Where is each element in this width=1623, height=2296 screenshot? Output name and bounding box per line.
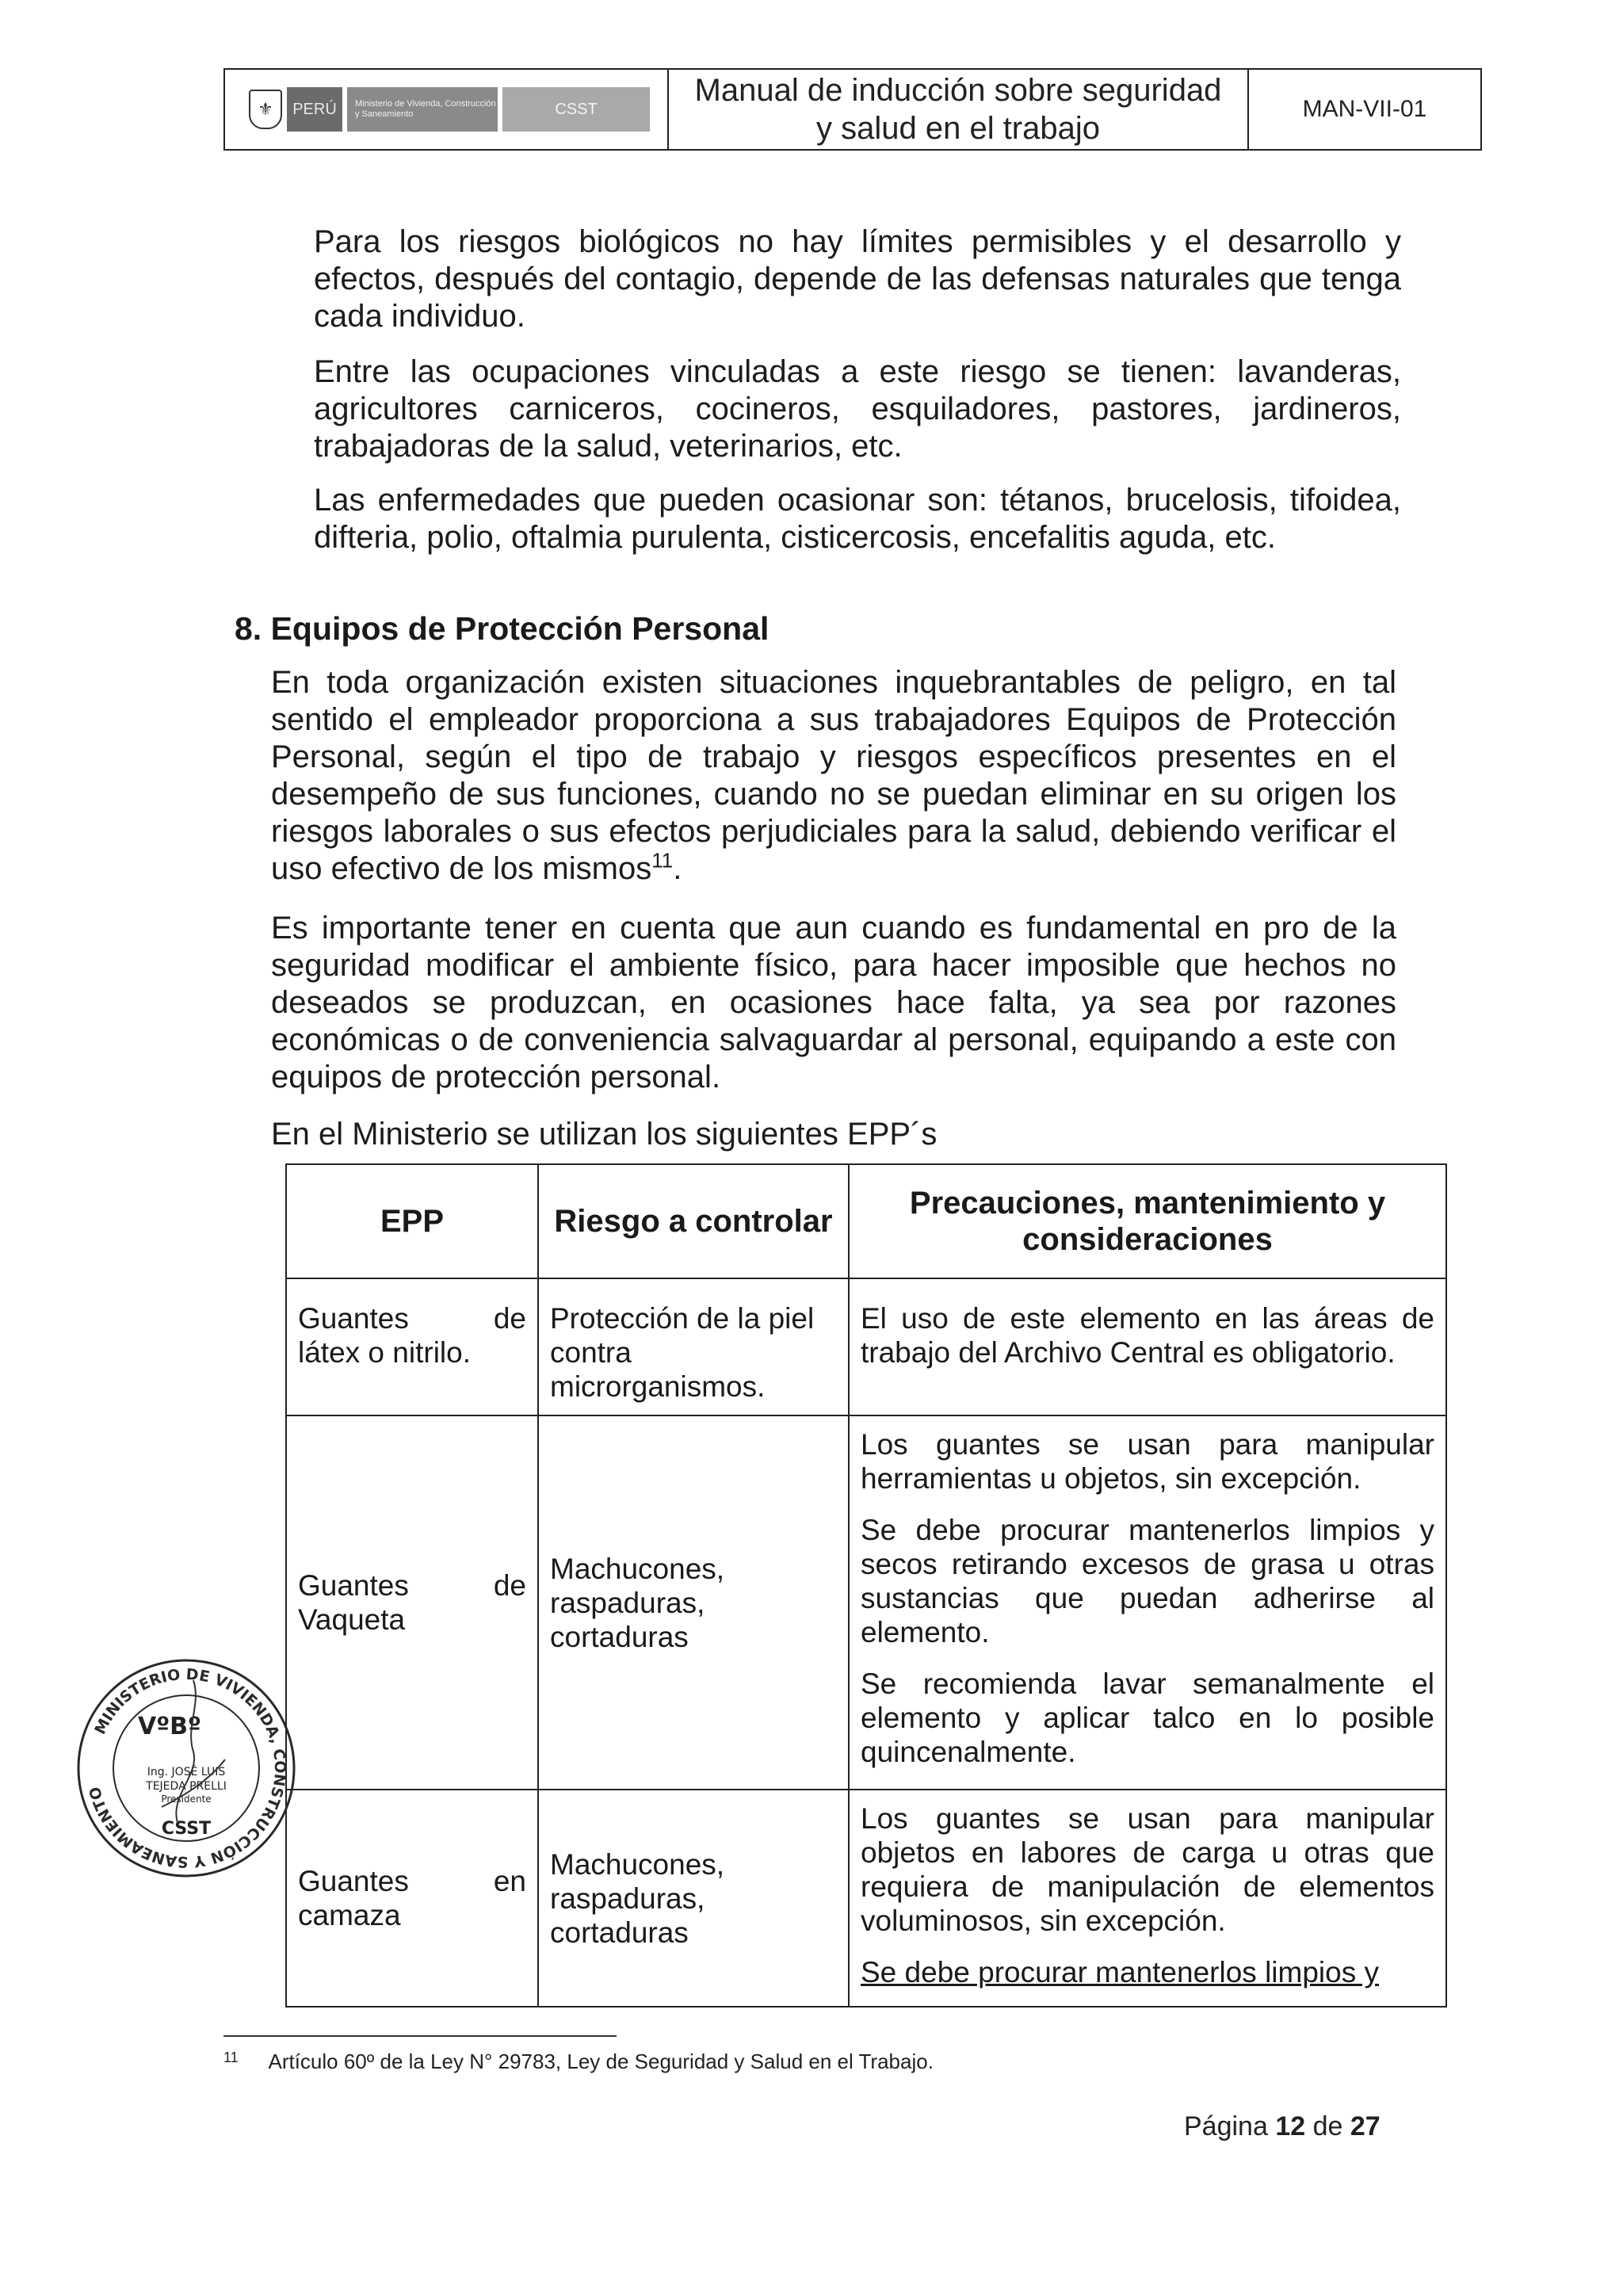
- precaution-note: Los guantes se usan para manipular herramientas u objetos, sin excepción.: [861, 1428, 1434, 1495]
- paragraph-biological-limits: Para los riesgos biológicos no hay límites permisibles y el desarrollo y efectos, después del contagio, depende de las defensas naturales que tenga cada individuo.: [314, 224, 1401, 334]
- epp-name-line-2: Vaqueta: [298, 1603, 406, 1636]
- cell-risk: Machucones, raspaduras, cortaduras: [538, 1415, 849, 1790]
- cell-epp: [286, 1790, 538, 2007]
- cell-risk: Machucones, raspaduras, cortaduras: [538, 1790, 849, 2007]
- cell-epp: [286, 1278, 538, 1415]
- document-header: [223, 68, 1482, 151]
- footnote-ref: 11: [651, 848, 674, 873]
- stamp-vb: VºBº: [138, 1713, 201, 1740]
- column-header-precautions: Precauciones, mantenimiento y consideraciones: [849, 1164, 1446, 1278]
- cell-risk: Protección de la piel contra microrganismos.: [538, 1278, 849, 1415]
- precaution-note: Los guantes se usan para manipular objetos en labores de carga u otras que requiera de manipulación de elementos voluminosos, sin excepción.: [861, 1802, 1434, 1937]
- table-row: [286, 1278, 1446, 1415]
- institution-logo: [225, 70, 669, 149]
- precaution-note: Se debe procurar mantenerlos limpios y secos retirando excesos de grasa u otras sustancias que puedan adherirse al elemento.: [861, 1514, 1434, 1648]
- footnote-text: Artículo 60º de la Ley N° 29783, Ley de Seguridad y Salud en el Trabajo.: [268, 2050, 934, 2073]
- column-header-epp: EPP: [286, 1164, 538, 1278]
- epp-name-line-2: látex o nitrilo.: [298, 1336, 471, 1369]
- page-number: [1184, 2111, 1381, 2142]
- title-line-2: y salud en el trabajo: [815, 111, 1100, 146]
- page-total: 27: [1350, 2111, 1381, 2141]
- document-title: [669, 70, 1249, 149]
- page-label: Página: [1184, 2111, 1268, 2141]
- epp-name-line-1: Guantes de: [298, 1302, 526, 1335]
- stamp-role: Presidente: [161, 1794, 212, 1805]
- epp-name-line-2: camaza: [298, 1899, 401, 1931]
- precaution-note: Se debe procurar mantenerlos limpios y: [861, 1956, 1379, 1988]
- footnote-rule: [223, 2035, 617, 2037]
- paragraph-epp-definition: [271, 664, 1396, 888]
- epp-table: [285, 1163, 1447, 2008]
- coat-of-arms-icon: ⚜: [249, 90, 282, 129]
- document-code: MAN-VII-01: [1302, 96, 1427, 122]
- stamp-name-2: TEJEDA PRELLI: [146, 1780, 227, 1793]
- footnote: [223, 2050, 934, 2074]
- approval-stamp: [74, 1656, 298, 1880]
- table-row: [286, 1415, 1446, 1790]
- logo-csst: CSST: [502, 87, 650, 132]
- cell-precautions: [849, 1790, 1446, 2007]
- page-current: 12: [1275, 2111, 1306, 2141]
- cell-precautions: [849, 1415, 1446, 1790]
- cell-precautions: [849, 1278, 1446, 1415]
- cell-epp: [286, 1415, 538, 1790]
- paragraph-epp-intro: En el Ministerio se utilizan los siguientes EPP´s: [271, 1117, 938, 1152]
- precaution-note: Se recomienda lavar semanalmente el elemento y aplicar talco en lo posible quincenalmente.: [861, 1668, 1434, 1768]
- column-header-risk: Riesgo a controlar: [538, 1164, 849, 1278]
- logo-ministry: Ministerio de Vivienda, Construcción y Saneamiento: [347, 87, 498, 132]
- table-header-row: [286, 1164, 1446, 1278]
- stamp-ring-text: MINISTERIO DE VIVIENDA, CONSTRUCCIÓN Y SANEAMIENTO: [86, 1665, 289, 1871]
- table-row: [286, 1790, 1446, 2007]
- stamp-name-1: Ing. JOSÉ LUIS: [147, 1766, 226, 1778]
- paragraph-epp-definition-text: En toda organización existen situaciones inquebrantables de peligro, en tal sentido el empleador proporciona a sus trabajadores Equipos de Protección Personal, según el tipo de trabajo y riesgos específicos presentes en el desempeño de sus funciones, cuando no se puedan eliminar en su origen los riesgos laborales o sus efectos perjudiciales para la salud, debiendo verificar el uso efectivo de los mismos: [271, 665, 1396, 886]
- paragraph-epp-definition-end: .: [673, 851, 682, 886]
- epp-name-line-1: Guantes en: [298, 1865, 526, 1897]
- title-line-1: Manual de inducción sobre seguridad: [694, 73, 1222, 108]
- footnote-number: 11: [223, 2050, 239, 2065]
- paragraph-diseases: Las enfermedades que pueden ocasionar son: tétanos, brucelosis, tifoidea, difteria, polio, oftalmia purulenta, cisticercosis, encefalitis aguda, etc.: [314, 483, 1401, 555]
- precaution-note: El uso de este elemento en las áreas de trabajo del Archivo Central es obligatorio.: [861, 1302, 1434, 1369]
- page-sep: de: [1312, 2111, 1343, 2141]
- logo-peru: PERÚ: [287, 87, 342, 132]
- paragraph-occupations: Entre las ocupaciones vinculadas a este riesgo se tienen: lavanderas, agricultores carniceros, cocineros, esquiladores, pastores, jardineros, trabajadoras de la salud, veterinarios, etc.: [314, 354, 1401, 464]
- paragraph-epp-importance: Es importante tener en cuenta que aun cuando es fundamental en pro de la seguridad modificar el ambiente físico, para hacer imposible que hechos no deseados se produzcan, en ocasiones hace falta, ya sea por razones económicas o de conveniencia salvaguardar al personal, equipando a este con equipos de protección personal.: [271, 911, 1396, 1095]
- section-heading: 8. Equipos de Protección Personal: [235, 610, 769, 647]
- stamp-org: CSST: [161, 1819, 212, 1839]
- epp-name-line-1: Guantes de: [298, 1569, 526, 1602]
